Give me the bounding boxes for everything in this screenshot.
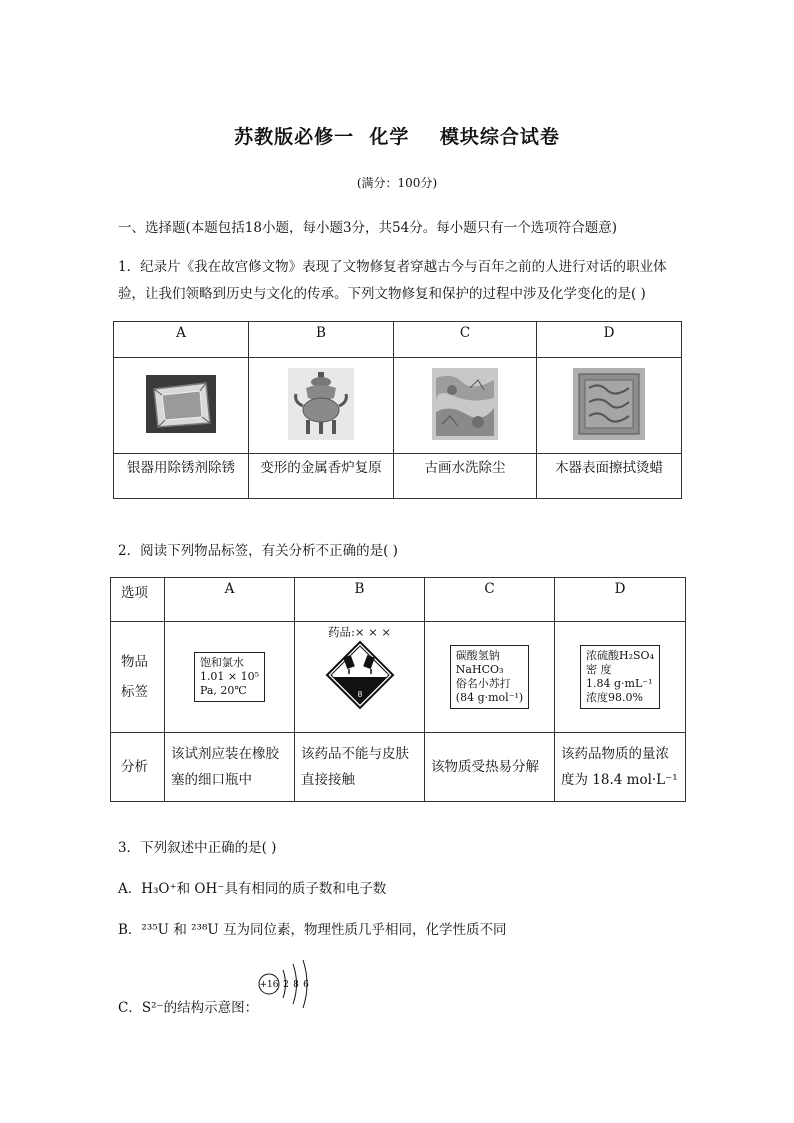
label-d-line4: 浓度98.0% (586, 691, 643, 704)
label-d-line2: 密 度 (586, 663, 612, 676)
section-heading: 一、选择题(本题包括18小题，每小题3分，共54分。每小题只有一个选项符合题意) (118, 220, 617, 236)
wooden-panel-photo (573, 368, 645, 440)
q1-header-a: A (114, 322, 249, 358)
q2-label-cell-c (425, 622, 555, 733)
q2-row-label-analysis: 分析 (111, 733, 165, 802)
q2-row-label-line2: 标签 (121, 684, 148, 700)
q2-header-b: B (295, 578, 425, 622)
q3-option-a: A．H₃O⁺和 OH⁻具有相同的质子数和电子数 (118, 881, 387, 897)
label-d-line3: 1.84 g·mL⁻¹ (586, 677, 653, 690)
q2-header-c: C (425, 578, 555, 622)
label-c-line4: (84 g·mol⁻¹) (455, 691, 524, 704)
label-a-line2: 1.01 × 10⁵ (199, 670, 260, 683)
q2-analysis-d (555, 733, 686, 802)
corrosive-hazard-icon (325, 640, 395, 710)
q1-caption-d: 木器表面擦拭烫蜡 (537, 454, 682, 499)
q1-photo-cell-d (537, 358, 682, 454)
q1-header-b: B (249, 322, 394, 358)
q1-header-c: C (394, 322, 537, 358)
q2-header-a: A (165, 578, 295, 622)
page-subtitle: (满分：100分) (356, 176, 438, 190)
chlorine-water-label (194, 652, 265, 702)
q2-analysis-b (295, 733, 425, 802)
label-a-line1: 饱和氯水 (199, 656, 244, 669)
label-d-line1: 浓硫酸H₂SO₄ (586, 649, 654, 662)
q1-stem-line1: 1．纪录片《我在故宫修文物》表现了文物修复者穿越古今与百年之前的人进行对话的职业体 (118, 259, 667, 275)
ancient-painting-photo (432, 368, 498, 440)
analysis-a-line2: 塞的细口瓶中 (171, 772, 252, 788)
analysis-d-line1: 该药品物质的量浓 (561, 746, 669, 762)
q2-analysis-a (165, 733, 295, 802)
label-a-line3: Pa, 20℃ (199, 684, 247, 697)
silver-tray-photo (146, 375, 216, 433)
q1-header-d: D (537, 322, 682, 358)
analysis-b-line2: 直接接触 (301, 772, 355, 788)
q3-stem: 3．下列叙述中正确的是( ) (118, 840, 277, 856)
q2-analysis-c (425, 733, 555, 802)
analysis-d-line2: 度为 18.4 mol·L⁻¹ (561, 772, 678, 788)
shell-2-electrons: 8 (293, 980, 299, 990)
q2-header-option: 选项 (111, 578, 165, 622)
label-c-line2: NaHCO₃ (455, 663, 504, 676)
q2-label-cell-a (165, 622, 295, 733)
analysis-a-line1: 该试剂应装在橡胶 (171, 746, 279, 762)
label-c-line1: 碳酸氢钠 (455, 649, 500, 662)
q1-photo-cell-b (249, 358, 394, 454)
sodium-bicarbonate-label (450, 645, 529, 709)
q1-stem-line2: 验，让我们领略到历史与文化的传承。下列文物修复和保护的过程中涉及化学变化的是( ) (118, 286, 646, 302)
q2-header-d: D (555, 578, 686, 622)
nucleus-charge: +16 (259, 980, 279, 990)
q2-label-cell-d (555, 622, 686, 733)
q2-row-label-item (111, 622, 165, 733)
q1-caption-c: 古画水洗除尘 (394, 454, 537, 499)
q2-row-label-line1: 物品 (121, 654, 148, 670)
sulfuric-acid-label (580, 645, 660, 709)
label-c-line3: 俗名小苏打 (455, 677, 511, 690)
q3-option-b: B．²³⁵U 和 ²³⁸U 互为同位素，物理性质几乎相同，化学性质不同 (118, 922, 507, 938)
label-b-title: 药品:× × × (327, 625, 392, 639)
q2-label-cell-b (295, 622, 425, 733)
q1-caption-b: 变形的金属香炉复原 (249, 454, 394, 499)
q1-table (113, 321, 682, 499)
page-title: 苏教版必修一 化学 模块综合试卷 (234, 126, 560, 148)
hazard-class-number: 8 (357, 690, 362, 699)
analysis-b-line1: 该药品不能与皮肤 (301, 746, 409, 762)
q1-photo-cell-a (114, 358, 249, 454)
q3-option-c: C．S²⁻的结构示意图： (118, 1000, 259, 1016)
incense-burner-photo (288, 368, 354, 440)
q1-caption-a: 银器用除锈剂除锈 (114, 454, 249, 499)
analysis-c-line1: 该物质受热易分解 (431, 759, 539, 775)
q1-photo-cell-c (394, 358, 537, 454)
atom-structure-diagram (255, 960, 315, 1008)
shell-3-electrons: 6 (303, 980, 309, 990)
q2-table (110, 577, 686, 802)
shell-1-electrons: 2 (283, 980, 289, 990)
q2-stem: 2．阅读下列物品标签，有关分析不正确的是( ) (118, 543, 398, 559)
